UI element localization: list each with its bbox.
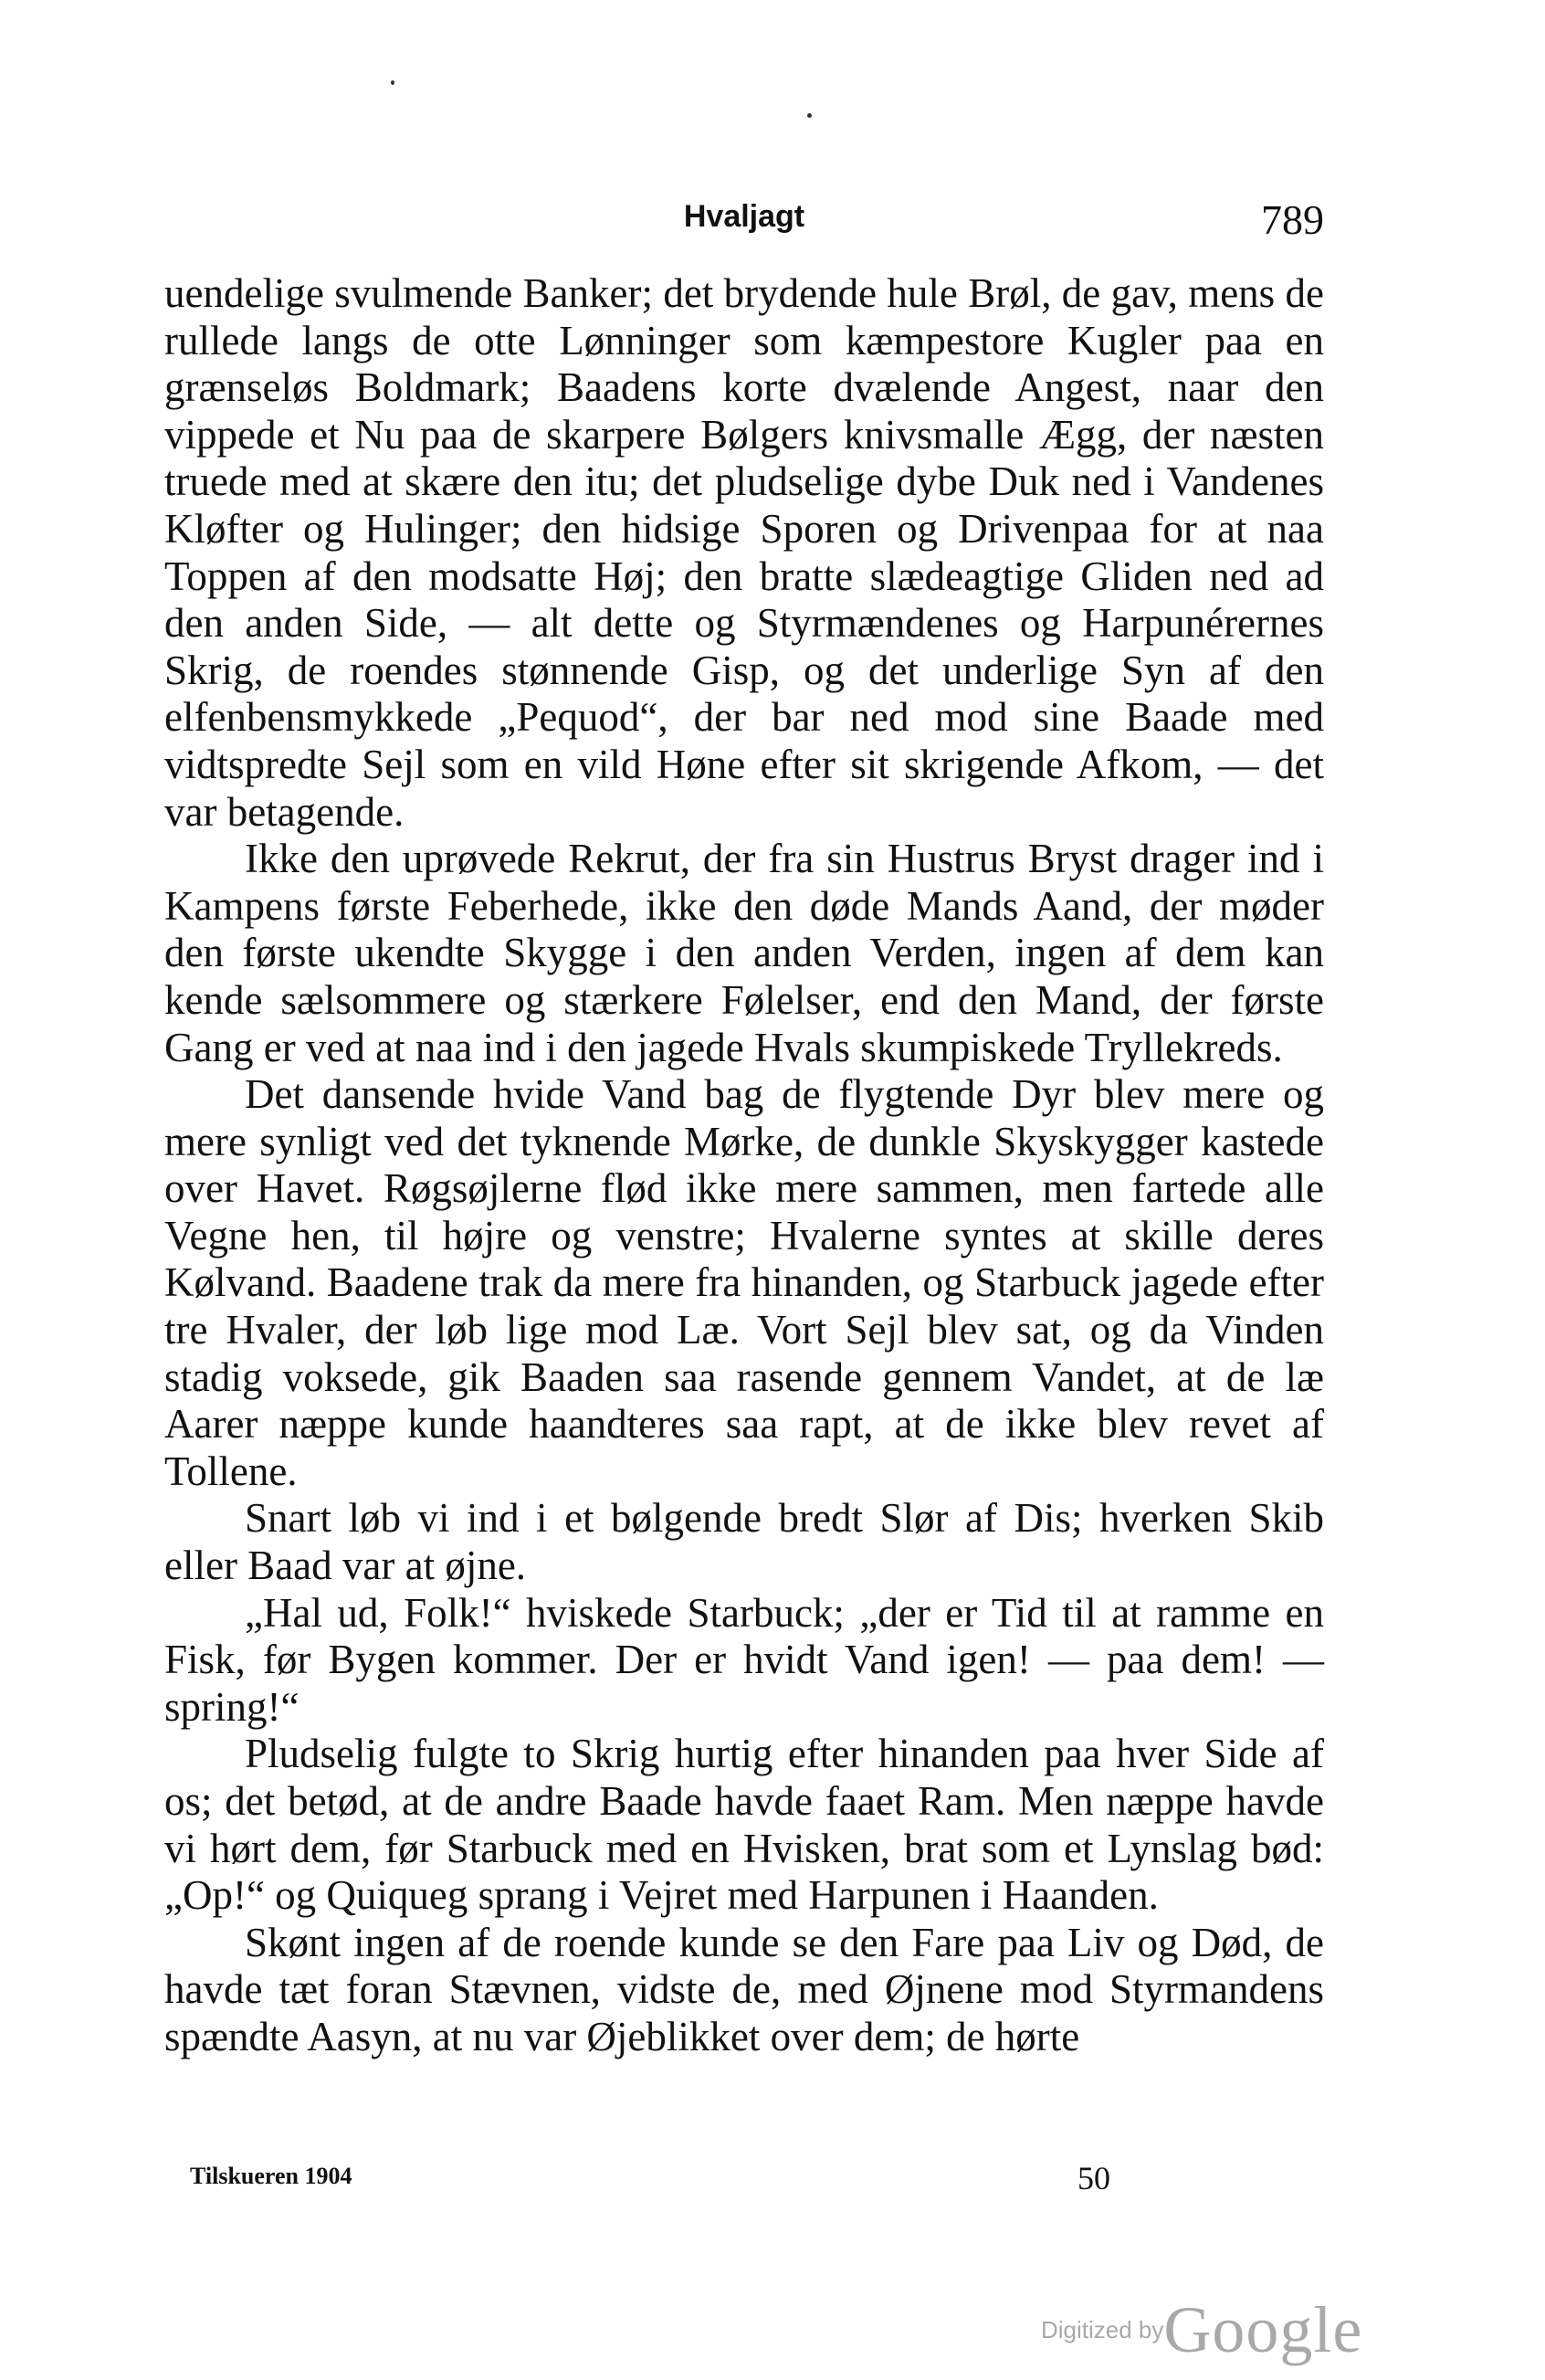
google-logo: Google bbox=[1163, 2293, 1363, 2366]
scan-speck bbox=[391, 80, 394, 85]
digitized-watermark bbox=[1041, 2292, 1362, 2368]
printer-signature: Tilskueren 1904 bbox=[190, 2163, 352, 2189]
paragraph: Skønt ingen af de roende kunde se den Fare paa Liv og Død, de havde tæt foran Stævnen, vidste de, med Øjnene mod Styrmandens spændte Aasyn, at nu var Øjeblikket over dem; de hørte bbox=[164, 1919, 1324, 2059]
scan-speck bbox=[807, 113, 812, 118]
watermark-prefix: Digitized by bbox=[1041, 2316, 1164, 2343]
paragraph: Pludselig fulgte to Skrig hurtig efter hinanden paa hver Side af os; det betød, at de andre Baade havde faaet Ram. Men næppe havde vi hørt dem, før Starbuck med en Hvisken, brat som et Lynslag bød: „Op!“ og Quiqueg sprang i Vejret med Harpunen i Haanden. bbox=[164, 1731, 1324, 1919]
paragraph: Snart løb vi ind i et bølgende bredt Slør af Dis; hverken Skib eller Baad var at øjne. bbox=[164, 1495, 1324, 1589]
body-text bbox=[164, 270, 1324, 2061]
paragraph: uendelige svulmende Banker; det brydende hule Brøl, de gav, mens de rullede langs de otte Lønninger som kæmpestore Kugler paa en grænseløs Boldmark; Baadens korte dvælende Angest, naar den vippede et Nu paa de skarpere Bølgers knivsmalle Ægg, der næsten truede med at skære den itu; det pludselige dybe Duk ned i Vandenes Kløfter og Hulinger; den hidsige Sporen og Drivenpaa for at naa Toppen af den modsatte Høj; den bratte slædeagtige Gliden ned ad den anden Side, — alt dette og Styrmændenes og Harpunérernes Skrig, de roendes stønnende Gisp, og det underlige Syn af den elfenbensmykkede „Pequod“, der bar ned mod sine Baade med vidtspredte Sejl som en vild Høne efter sit skrigende Afkom, — det var betagende. bbox=[164, 270, 1324, 835]
paragraph: „Hal ud, Folk!“ hviskede Starbuck; „der er Tid til at ramme en Fisk, før Bygen kommer. Der er hvidt Vand igen! — paa dem! — spring!“ bbox=[164, 1589, 1324, 1730]
page-footer bbox=[164, 2157, 1324, 2203]
paragraph: Ikke den uprøvede Rekrut, der fra sin Hustrus Bryst drager ind i Kampens første Feberhede, ikke den døde Mands Aand, der møder den første ukendte Skygge i den anden Verden, ingen af dem kan kende sælsommere og stærkere Følelser, end den Mand, der første Gang er ved at naa ind i den jagede Hvals skumpiskede Tryllekreds. bbox=[164, 836, 1324, 1070]
paragraph: Det dansende hvide Vand bag de flygtende Dyr blev mere og mere synligt ved det tyknende Mørke, de dunkle Skyskygger kastede over Havet. Røgsøjlerne flød ikke mere sammen, men fartede alle Vegne hen, til højre og venstre; Hvalerne syntes at skille deres Kølvand. Baadene trak da mere fra hinanden, og Starbuck jagede efter tre Hvaler, der løb lige mod Læ. Vort Sejl blev sat, og da Vinden stadig voksede, gik Baaden saa rasende gennem Vandet, at de læ Aarer næppe kunde haandteres saa rapt, at de ikke blev revet af Tollene. bbox=[164, 1071, 1324, 1494]
page-number: 789 bbox=[1261, 196, 1324, 243]
page-header bbox=[164, 192, 1324, 247]
signature-mark: 50 bbox=[1077, 2160, 1110, 2196]
running-title: Hvaljagt bbox=[683, 199, 805, 234]
